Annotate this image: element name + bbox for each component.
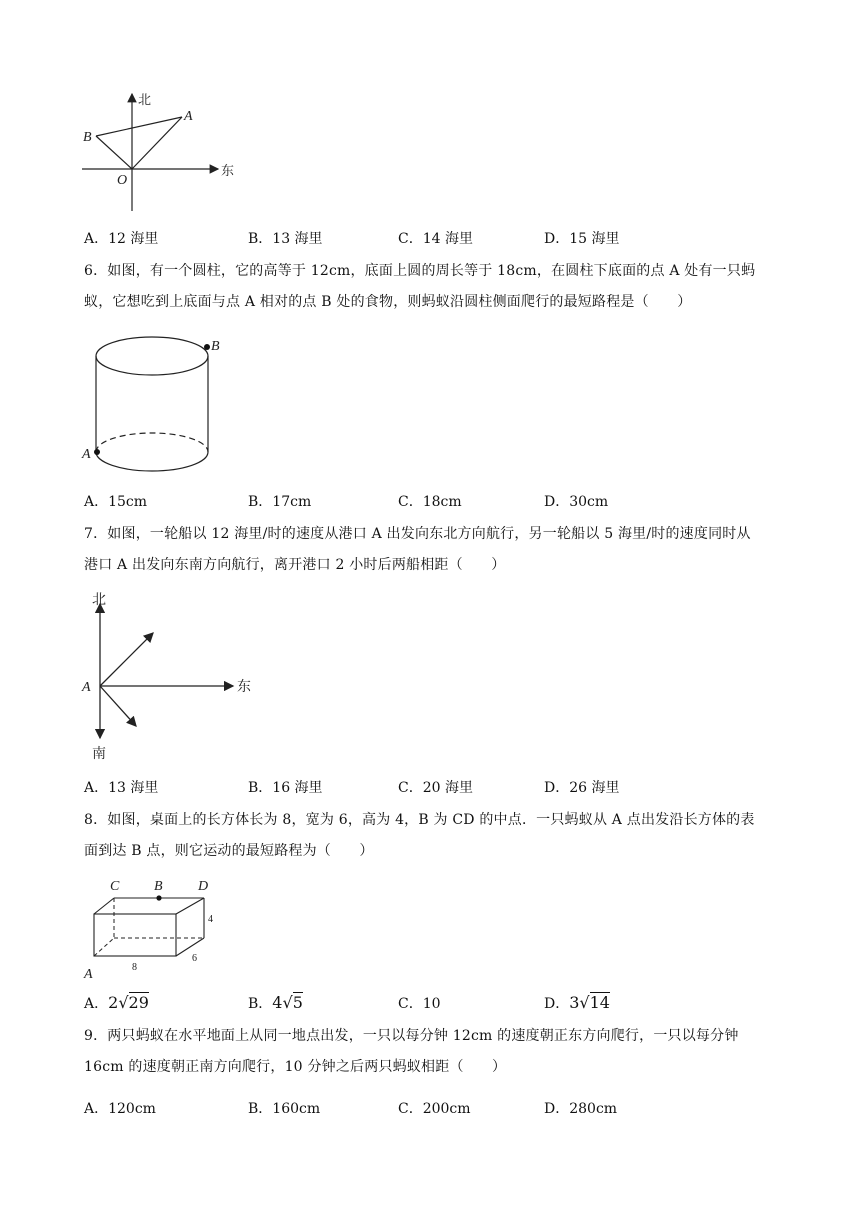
southeast-arrow [100, 686, 136, 726]
q8-option-d-coef: 3 [569, 993, 580, 1012]
q8-option-a[interactable] [84, 993, 149, 1013]
cyl-label-b: B [211, 339, 220, 354]
q6-stem-line2: 蚁，它想吃到上底面与点 A 相对的点 B 处的食物，则蚂蚁沿圆柱侧面爬行的最短路程是（ ） [84, 294, 692, 310]
sqrt-icon: √ [579, 993, 590, 1012]
box-point-b [156, 895, 161, 900]
q9-option-b[interactable]: B．160cm [248, 1101, 321, 1117]
q6-option-a[interactable]: A．15cm [84, 494, 148, 510]
q8-box-figure [80, 872, 230, 984]
q8-option-b-prefix: B． [248, 996, 273, 1012]
q7-label-a: A [82, 680, 91, 695]
label-north: 北 [138, 92, 152, 107]
box-label-b: B [154, 879, 163, 894]
q5-option-c[interactable]: C．14 海里 [398, 231, 473, 247]
q8-options [84, 993, 784, 1017]
sqrt-icon: √ [118, 993, 129, 1012]
box-hidden-left [94, 938, 114, 956]
q8-option-d-prefix: D． [544, 996, 570, 1012]
sqrt-icon: √ [282, 993, 293, 1012]
label-east: 东 [221, 163, 235, 178]
q7-option-c[interactable]: C．20 海里 [398, 780, 473, 796]
q8-option-a-radicand: 29 [128, 993, 149, 1012]
box-label-a: A [84, 967, 93, 982]
cyl-label-a: A [82, 447, 91, 462]
q6-cylinder-figure [78, 328, 228, 478]
point-a-dot [94, 449, 100, 455]
point-b-dot [204, 344, 210, 350]
q5-option-a[interactable]: A．12 海里 [84, 231, 159, 247]
q9-stem-line1: 9．两只蚂蚁在水平地面上从同一地点出发，一只以每分钟 12cm 的速度朝正东方向爬行，一只以每分钟 [84, 1028, 739, 1044]
box-label-d: D [198, 879, 209, 894]
northeast-arrow [100, 633, 153, 686]
q6-stem-line1: 6．如图，有一个圆柱，它的高等于 12cm，底面上圆的周长等于 18cm，在圆柱下底面的点 A 处有一只蚂 [84, 263, 756, 279]
q8-option-d-radicand: 14 [589, 993, 610, 1012]
q5-figure [78, 86, 248, 216]
q6-option-d[interactable]: D．30cm [544, 494, 609, 510]
q8-option-d[interactable] [544, 993, 610, 1013]
q6-options [84, 491, 784, 513]
q8-stem [84, 805, 784, 867]
box-label-c: C [110, 879, 120, 894]
label-b: B [83, 130, 92, 145]
q6-option-c[interactable]: C．18cm [398, 494, 462, 510]
segment-ab [96, 117, 182, 136]
q8-option-c[interactable]: C．10 [398, 996, 441, 1012]
q8-option-b[interactable] [248, 993, 303, 1013]
q7-option-d[interactable]: D．26 海里 [544, 780, 620, 796]
q9-option-c[interactable]: C．200cm [398, 1101, 471, 1117]
box-label-height: 4 [208, 914, 213, 925]
q7-stem-line1: 7．如图，一轮船以 12 海里/时的速度从港口 A 出发向东北方向航行，另一轮船以 5 海里/时的速度同时从 [84, 526, 751, 542]
q5-option-b[interactable]: B．13 海里 [248, 231, 323, 247]
q8-option-b-coef: 4 [272, 993, 283, 1012]
q9-option-a[interactable]: A．120cm [84, 1101, 156, 1117]
q5-options [84, 228, 784, 250]
q7-option-a[interactable]: A．13 海里 [84, 780, 159, 796]
q9-options [84, 1098, 784, 1120]
q9-stem-line2: 16cm 的速度朝正南方向爬行，10 分钟之后两只蚂蚁相距（ ） [84, 1059, 507, 1075]
segment-oa [132, 117, 182, 169]
label-o: O [117, 173, 128, 188]
cylinder-top [96, 337, 208, 375]
box-label-length: 8 [132, 962, 137, 973]
box-top-right [176, 898, 204, 914]
label-a: A [184, 109, 193, 124]
box-front-face [94, 914, 176, 956]
q9-option-d[interactable]: D．280cm [544, 1101, 618, 1117]
q6-option-b[interactable]: B．17cm [248, 494, 312, 510]
box-label-width: 6 [192, 953, 197, 964]
q8-option-b-radicand: 5 [292, 993, 303, 1012]
q6-stem [84, 256, 784, 318]
q8-stem-line2: 面到达 B 点，则它运动的最短路程为（ ） [84, 843, 374, 859]
q8-option-a-prefix: A． [84, 996, 109, 1012]
q7-option-b[interactable]: B．16 海里 [248, 780, 323, 796]
q8-option-a-coef: 2 [108, 993, 119, 1012]
q5-option-d[interactable]: D．15 海里 [544, 231, 620, 247]
q7-label-south: 南 [92, 747, 106, 762]
segment-ob [96, 136, 132, 169]
q8-stem-line1: 8．如图，桌面上的长方体长为 8，宽为 6，高为 4，B 为 CD 的中点．一只蚂蚁从 A 点出发沿长方体的表 [84, 812, 755, 828]
q9-stem [84, 1021, 784, 1083]
box-right-bottom [176, 938, 204, 956]
q7-figure [78, 588, 268, 764]
q7-stem-line2: 港口 A 出发向东南方向航行，离开港口 2 小时后两船相距（ ） [84, 557, 506, 573]
q7-stem [84, 519, 784, 581]
q7-label-north: 北 [92, 593, 106, 608]
box-top-left [94, 898, 114, 914]
cylinder-bottom-back [96, 433, 208, 452]
q7-label-east: 东 [237, 680, 251, 695]
q7-options [84, 777, 784, 799]
cylinder-bottom-front [96, 452, 208, 471]
